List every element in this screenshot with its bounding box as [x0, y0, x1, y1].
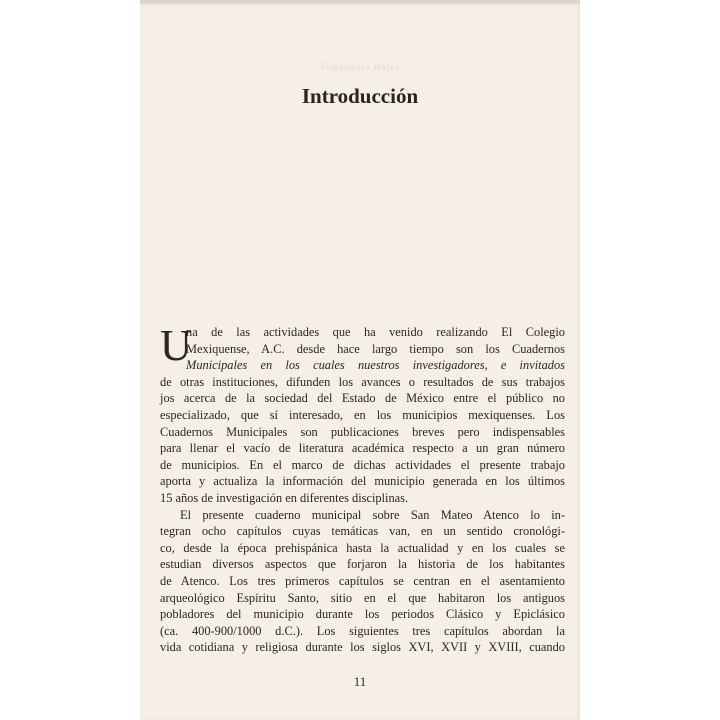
text-line: de Atenco. Los tres primeros capítulos se centran en el asentamiento: [160, 573, 565, 588]
chapter-title: Introducción: [301, 84, 419, 108]
text-line: El presente cuaderno municipal sobre San Mateo Atenco lo in-: [180, 507, 565, 522]
text-line: co, desde la época prehispánica hasta la actualidad y en los cuales se: [160, 540, 565, 555]
text-line: arqueológico Espíritu Santo, sitio en el que habitaron los antiguos: [160, 590, 565, 605]
text-line: de otras instituciones, difunden los avances o resultados de sus trabajos: [160, 374, 565, 389]
running-header-bleed: Tomándose Hojas: [320, 62, 400, 72]
text-line: Mexiquense, A.C. desde hace largo tiempo son los Cuadernos: [186, 341, 565, 356]
body-text: [160, 321, 565, 656]
drop-cap: U: [160, 321, 192, 370]
text-line: na de las actividades que ha venido realizando El Colegio: [186, 325, 565, 339]
text-line: estudian diversos aspectos que forjaron la historia de los habitantes: [160, 557, 565, 572]
text-line: pobladores del municipio durante los periodos Clásico y Epiclásico: [160, 607, 565, 622]
text-line: Municipales en los cuales nuestros investigadores, e invitados: [186, 358, 565, 373]
text-line: para llenar el vacío de literatura académica respecto a un gran número: [160, 441, 565, 456]
text-line: (ca. 400-900/1000 d.C.). Los siguientes tres capítulos abordan la: [160, 623, 565, 638]
text-line: especializado, que sí interesado, en los municipios mexiquenses. Los: [160, 407, 565, 422]
text-line: jos acerca de la sociedad del Estado de México entre el público no: [160, 391, 565, 406]
page-number: 11: [353, 674, 367, 689]
text-line: vida cotidiana y religiosa durante los siglos XVI, XVII y XVIII, cuando: [160, 640, 565, 655]
text-line: de municipios. En el marco de dichas actividades el presente trabajo: [160, 457, 565, 472]
text-line: 15 años de investigación en diferentes disciplinas.: [160, 490, 409, 505]
book-page: [140, 4, 580, 720]
text-line: Cuadernos Municipales son publicaciones breves pero indispensables: [160, 424, 565, 439]
text-line: tegran ocho capítulos cuyas temáticas van, en un sentido cronológi-: [160, 524, 565, 539]
text-line: aporta y actualiza la información del municipio generada en los últimos: [160, 474, 565, 489]
